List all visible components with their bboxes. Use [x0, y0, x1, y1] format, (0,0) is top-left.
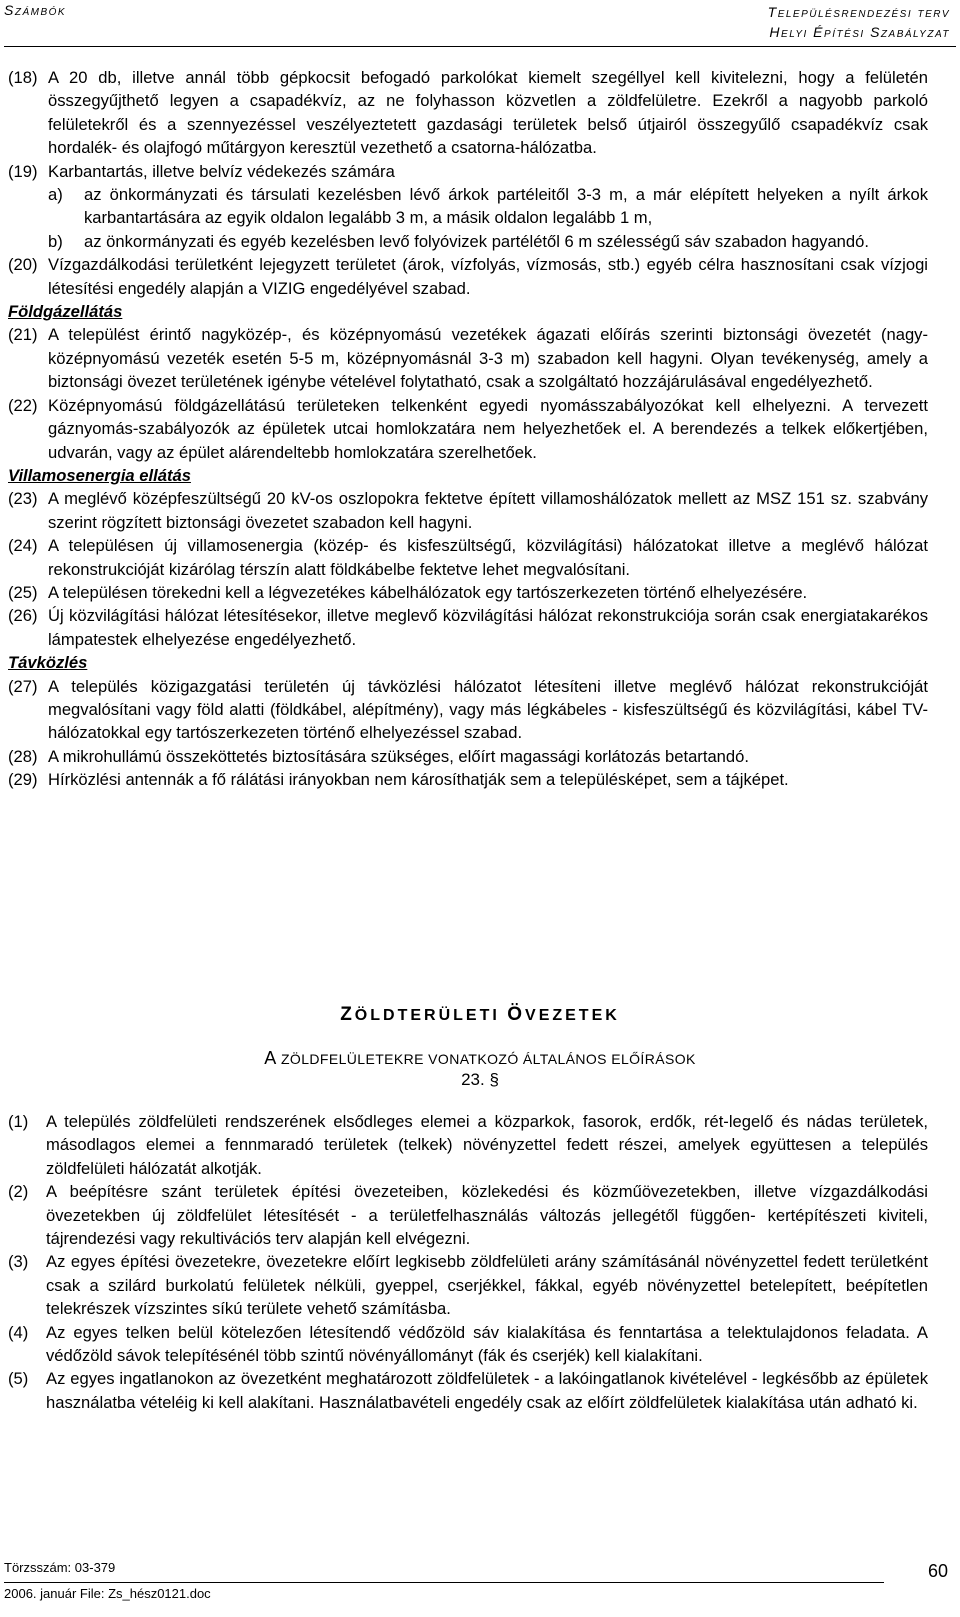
footer-file-info: 2006. január File: Zs_hész0121.doc: [4, 1586, 211, 1601]
paragraph-text: A mikrohullámú összeköttetés biztosítására szükséges, előírt magassági korlátozás betartandó.: [48, 746, 749, 766]
paragraph-text: A települést érintő nagyközép-, és középnyomású vezetékek ágazati előírás szerinti biztonsági övezetét (nagy-középnyomású vezeték esetén 5-5 m, középnyomásnál 3-3 m) szabadon kell hagyni. Olyan tevékenység, amely a biztonsági övezet területének igénybe vételével folytatható, csak a szolgáltató hozzájárulásával engedélyezhető.: [48, 325, 928, 392]
paragraph-29: [8, 768, 928, 791]
paragraph-text: A meglévő középfeszültségű 20 kV-os oszlopokra fektetve épített villamoshálózatok mellett az MSZ 151 sz. szabvány szerint rögzített biztonsági övezetet szabadon kell hagyni.: [48, 489, 928, 532]
paragraph-19: [8, 160, 928, 183]
header-divider: [4, 46, 956, 47]
paragraph-number: (19): [8, 161, 38, 181]
header-right: [768, 2, 950, 42]
paragraph-text: A település zöldfelületi rendszerének elsődleges elemei a közparkok, fasorok, erdők, rét-legelő és nádas területek, másodlagos elemei a fennmaradó területek (telkek) növényzettel fedett részei, amelyek együttesen a település zöldfelületi hálózatát alkotják.: [46, 1112, 928, 1178]
paragraph-text: Karbantartás, illetve belvíz védekezés számára: [48, 161, 395, 181]
paragraph-27: [8, 675, 928, 745]
green-paragraph-1: [8, 1110, 928, 1180]
paragraph-text: Hírközlési antennák a fő rálátási irányokban nem károsíthatják sem a településképet, sem a tájképet.: [48, 770, 789, 790]
paragraph-number: (22): [8, 395, 38, 415]
paragraph-text: A 20 db, illetve annál több gépkocsit befogadó parkolókat kiemelt szegéllyel kell kivitelezni, hogy a felületén összegyűjthető legyen a csapadékvíz, az ne folyhasson közvetlen a zöldfelületre. Ezekről a nagyobb parkoló felületekről és a szennyezéssel veszélyeztetett gazdasági területek belső útjairól összegyűlő csapadékvíz csak hordalék- és olajfogó műtárgyon keresztül vezethető a csatorna-hálózatba.: [48, 68, 928, 158]
paragraph-18: [8, 66, 928, 160]
paragraph-number: (27): [8, 676, 38, 696]
subitem-b: [48, 230, 928, 253]
paragraph-number: (2): [8, 1182, 29, 1202]
paragraph-21: [8, 323, 928, 393]
heading-electricity: Villamosenergia ellátás: [8, 465, 191, 485]
subitem-letter: b): [48, 231, 63, 251]
heading-telecom: Távközlés: [8, 653, 88, 673]
paragraph-26: [8, 604, 928, 651]
footer-registry-number: Törzsszám: 03-379: [4, 1560, 116, 1575]
section-title: ZÖLDTERÜLETI ÖVEZETEK: [340, 1004, 620, 1025]
paragraph-23: [8, 487, 928, 534]
heading-gas-supply: Földgázellátás: [8, 302, 123, 322]
green-paragraph-5: [8, 1367, 928, 1414]
subitem-text: az önkormányzati és egyéb kezelésben levő folyóvizek partélétől 6 m szélességű sáv szabadon hagyandó.: [84, 231, 869, 251]
paragraph-text: Középnyomású földgázellátású területeken telkenként egyedi nyomásszabályozókat kell elhelyezni. A tervezett gáznyomás-szabályozók az épületek utcai homlokzatára nem helyezhetőek el. A berendezés a telkek előkertjében, udvarán, vagy az épület alárendeltebb homlokzatára szerelhetőek.: [48, 395, 928, 462]
paragraph-number: (29): [8, 770, 38, 790]
green-paragraph-4: [8, 1321, 928, 1368]
paragraph-text: A település közigazgatási területén új távközlési hálózatot létesíteni illetve meglévő hálózat rekonstrukcióját megvalósítani vagy föld alatti (földkábel, alépítmény), vagy más légkábeles - kisfeszültségű és közvilágítási, kábel TV-hálózatokkal egy tartószerkezeten történő elhelyezéssel szabad.: [48, 676, 928, 743]
subitem-a: [48, 183, 928, 230]
paragraph-number: (20): [8, 255, 38, 275]
paragraph-number: (3): [8, 1252, 29, 1272]
green-paragraph-3: [8, 1250, 928, 1320]
section-number: 23. §: [461, 1070, 499, 1089]
paragraph-text: A településen törekedni kell a légvezetékes kábelhálózatok egy tartószerkezeten történő elhelyezésére.: [48, 582, 808, 602]
paragraph-25: [8, 581, 928, 604]
paragraph-24: [8, 534, 928, 581]
paragraph-text: Az egyes ingatlanokon az övezetként meghatározott zöldfelületek - a lakóingatlanok kivételével - legkésőbb az épületek használatba vételéig ki kell alakítani. Használatbavételi engedély csak az előírt zöldfelületek kialakítása után adható ki.: [46, 1369, 928, 1412]
page-number: 60: [927, 1561, 948, 1581]
header-left: Számbók: [4, 2, 67, 18]
paragraph-number: (4): [8, 1322, 29, 1342]
paragraph-text: Az egyes építési övezetekre, övezetekre előírt legkisebb zöldfelületi arány számításánál növényzettel fedett területként csak a szilárd burkolatú felületek nélküli, gyeppel, cserjékkel, fákkal, egyéb növényzettel betelepített, beépítetlen telekrészek vízszintes síkú területe vehető számításba.: [46, 1252, 928, 1319]
header-subtitle: Helyi Építési Szabályzat: [769, 24, 950, 40]
paragraph-text: Vízgazdálkodási területként lejegyzett területet (árok, vízfolyás, vízmosás, stb.) egyéb célra hasznosítani csak vízjogi létesítési engedély alapján a VIZIG engedélyével szabad.: [48, 255, 928, 298]
paragraph-22: [8, 394, 928, 464]
paragraph-number: (18): [8, 68, 38, 87]
paragraph-20: [8, 253, 928, 300]
section-subtitle: A ZÖLDFELÜLETEKRE VONATKOZÓ ÁLTALÁNOS ELŐÍRÁSOK: [264, 1048, 696, 1068]
footer-divider: [4, 1582, 884, 1583]
paragraph-number: (5): [8, 1369, 29, 1389]
paragraph-number: (26): [8, 606, 38, 626]
paragraph-text: A településen új villamosenergia (közép- és kisfeszültségű, közvilágítási) hálózatokat illetve a meglévő hálózat rekonstrukcióját kizárólag térszín alatt földkábelbe fektetve lehet megvalósítani.: [48, 536, 928, 579]
subitem-letter: a): [48, 185, 63, 205]
paragraph-number: (23): [8, 489, 38, 509]
paragraph-number: (21): [8, 325, 38, 345]
paragraph-number: (25): [8, 582, 38, 602]
green-paragraph-2: [8, 1180, 928, 1250]
paragraph-number: (24): [8, 536, 38, 556]
paragraph-text: A beépítésre szánt területek építési övezeteiben, közlekedési és közműövezetekben, illetve vízgazdálkodási övezetekben új zöldfelület létesítését - a területfelhasználás változás jellegétől függően- kertépítészeti kiviteli, tájrendezési vagy rekultivációs terv alapján kell elvégezni.: [46, 1182, 928, 1249]
paragraph-number: (28): [8, 746, 38, 766]
paragraph-text: Új közvilágítási hálózat létesítésekor, illetve meglevő közvilágítási hálózat rekonstrukciója során csak energiatakarékos lámpatestek elhelyezése engedélyezhető.: [48, 606, 928, 649]
paragraph-number: (1): [8, 1112, 29, 1131]
green-areas-section: [8, 1110, 928, 1414]
header-title: Településrendezési terv: [767, 4, 950, 20]
infrastructure-section: [8, 66, 928, 792]
paragraph-28: [8, 745, 928, 768]
paragraph-text: Az egyes telken belül kötelezően létesítendő védőzöld sáv kialakítása és fenntartása a telektulajdonos feladata. A védőzöld sávok telepítésénél több szintű növényállományt (fák és cserjék) kell kialakítani.: [46, 1322, 928, 1366]
subitem-text: az önkormányzati és társulati kezelésben lévő árkok partéleitől 3-3 m, a már elépített helyeken a nyílt árkok karbantartására az egyik oldalon legalább 3 m, a másik oldalon legalább 1 m,: [84, 185, 928, 228]
